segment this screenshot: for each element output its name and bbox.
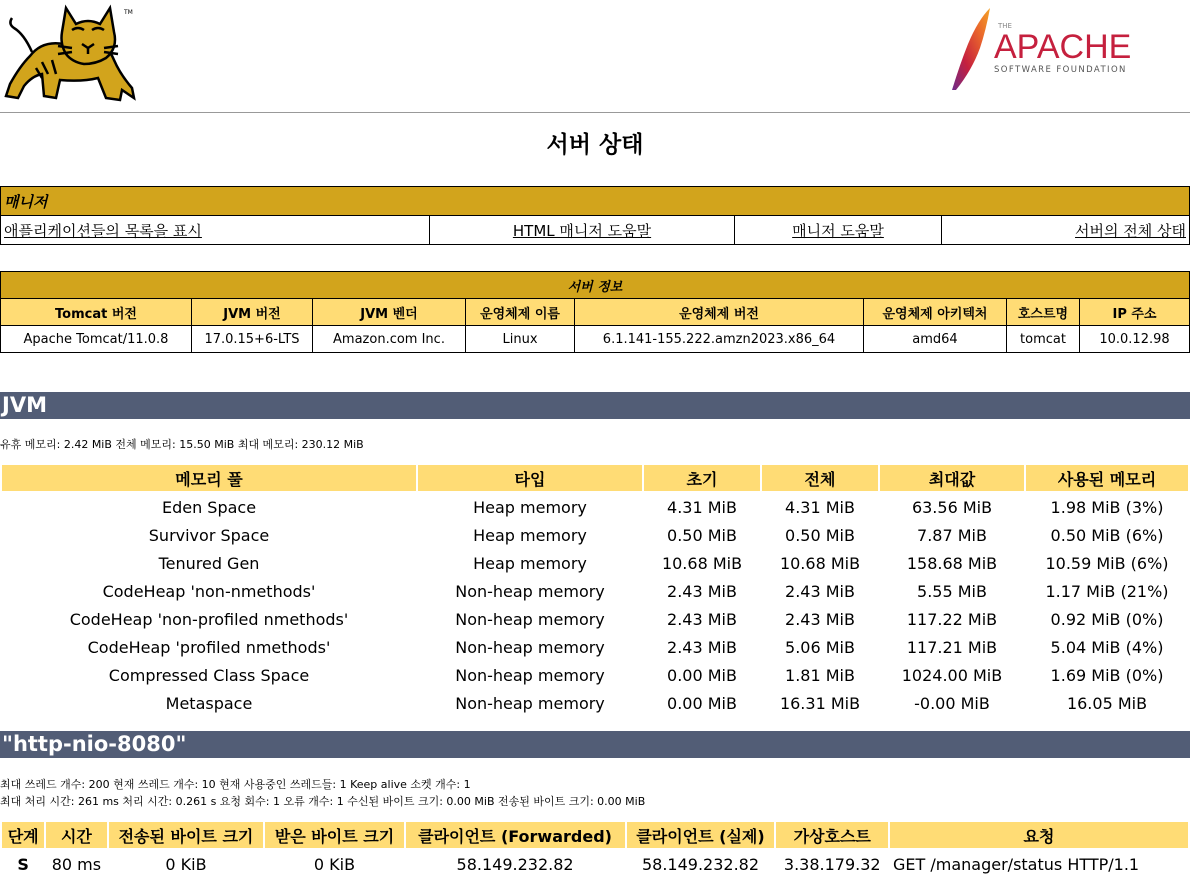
header-vhost: 가상호스트 bbox=[775, 821, 889, 849]
initial-cell: 2.43 MiB bbox=[667, 637, 737, 657]
os-version-value: 6.1.141-155.222.amzn2023.x86_64 bbox=[575, 326, 864, 353]
total-cell: 10.68 MiB bbox=[779, 553, 861, 573]
server-info-table bbox=[0, 271, 1190, 353]
apache-main-text: APACHE bbox=[994, 28, 1132, 66]
total-cell: 2.43 MiB bbox=[785, 609, 855, 629]
table-row bbox=[1, 549, 1189, 577]
connector-section-title: "http-nio-8080" bbox=[0, 731, 1190, 758]
used-memory-cell: 1.98 MiB (3%) bbox=[1050, 497, 1164, 517]
used-memory-cell: 16.05 MiB bbox=[1066, 693, 1148, 713]
header-initial: 초기 bbox=[643, 464, 761, 492]
type-cell: Non-heap memory bbox=[455, 581, 605, 601]
bytes-received-value: 0 KiB bbox=[313, 854, 356, 874]
tomcat-version-value: Apache Tomcat/11.0.8 bbox=[1, 326, 192, 353]
initial-cell: 0.00 MiB bbox=[667, 693, 737, 713]
header-bytes-received: 받은 바이트 크기 bbox=[264, 821, 404, 849]
jvm-vendor-value: Amazon.com Inc. bbox=[313, 326, 466, 353]
maximum-cell: -0.00 MiB bbox=[914, 693, 990, 713]
total-cell: 5.06 MiB bbox=[785, 637, 855, 657]
connector-thread-summary: 최대 쓰레드 개수: 200 현재 쓰레드 개수: 10 현재 사용중인 쓰레드들: 1 Keep alive 소켓 개수: 1 bbox=[0, 778, 471, 791]
header-bytes-sent: 전송된 바이트 크기 bbox=[108, 821, 265, 849]
header-tomcat-version: Tomcat 버전 bbox=[1, 299, 192, 326]
header-jvm-version: JVM 버전 bbox=[192, 299, 313, 326]
initial-cell: 2.43 MiB bbox=[667, 609, 737, 629]
manager-table bbox=[0, 186, 1190, 245]
maximum-cell: 1024.00 MiB bbox=[901, 665, 1003, 685]
manager-cell-html-help bbox=[430, 216, 735, 245]
initial-cell: 0.50 MiB bbox=[667, 525, 737, 545]
initial-cell: 0.00 MiB bbox=[667, 665, 737, 685]
type-cell: Non-heap memory bbox=[455, 693, 605, 713]
header-type: 타입 bbox=[417, 464, 643, 492]
header-time: 시간 bbox=[45, 821, 107, 849]
used-memory-cell: 10.59 MiB (6%) bbox=[1045, 553, 1169, 573]
memory-pool-cell: CodeHeap 'non-profiled nmethods' bbox=[69, 609, 349, 629]
total-cell: 1.81 MiB bbox=[785, 665, 855, 685]
os-name-value: Linux bbox=[466, 326, 575, 353]
page-header bbox=[0, 0, 1201, 112]
feather-icon bbox=[952, 8, 990, 90]
header-stage: 단계 bbox=[1, 821, 45, 849]
type-cell: Non-heap memory bbox=[455, 665, 605, 685]
maximum-cell: 117.22 MiB bbox=[906, 609, 998, 629]
trademark-label: TM bbox=[124, 9, 133, 16]
header-ip-address: IP 주소 bbox=[1080, 299, 1190, 326]
memory-pool-table bbox=[0, 463, 1190, 717]
memory-pool-cell: Tenured Gen bbox=[158, 553, 260, 573]
header-used-memory: 사용된 메모리 bbox=[1025, 464, 1189, 492]
memory-pool-cell: Metaspace bbox=[165, 693, 253, 713]
connector-request-summary: 최대 처리 시간: 261 ms 처리 시간: 0.261 s 요청 회수: 1 오류 개수: 1 수신된 바이트 크기: 0.00 MiB 전송된 바이트 크기: 0.00 MiB bbox=[0, 795, 646, 808]
table-row bbox=[1, 492, 1189, 521]
hostname-value: tomcat bbox=[1007, 326, 1080, 353]
table-row bbox=[1, 661, 1189, 689]
apache-sub-text: SOFTWARE FOUNDATION bbox=[994, 65, 1127, 75]
used-memory-cell: 0.92 MiB (0%) bbox=[1050, 609, 1164, 629]
tomcat-logo[interactable] bbox=[2, 4, 136, 102]
type-cell: Heap memory bbox=[473, 553, 587, 573]
server-info-heading: 서버 정보 bbox=[1, 272, 1190, 299]
initial-cell: 2.43 MiB bbox=[667, 581, 737, 601]
table-row bbox=[1, 689, 1189, 717]
manager-help-link[interactable]: 매니저 도움말 bbox=[792, 221, 884, 240]
manager-cell-help bbox=[735, 216, 942, 245]
bytes-sent-value: 0 KiB bbox=[165, 854, 207, 874]
used-memory-cell: 1.17 MiB (21%) bbox=[1045, 581, 1169, 601]
header-client-actual: 클라이언트 (실제) bbox=[626, 821, 776, 849]
maximum-cell: 7.87 MiB bbox=[917, 525, 987, 545]
table-row bbox=[1, 577, 1189, 605]
client-actual-value: 58.149.232.82 bbox=[641, 854, 760, 874]
memory-pool-cell: Eden Space bbox=[161, 497, 257, 517]
header-client-forwarded: 클라이언트 (Forwarded) bbox=[405, 821, 626, 849]
header-memory-pool: 메모리 풀 bbox=[1, 464, 417, 492]
header-os-arch: 운영체제 아키텍처 bbox=[864, 299, 1007, 326]
jvm-version-value: 17.0.15+6-LTS bbox=[192, 326, 313, 353]
maximum-cell: 158.68 MiB bbox=[906, 553, 998, 573]
header-request: 요청 bbox=[889, 821, 1189, 849]
jvm-section-title: JVM bbox=[0, 392, 1190, 419]
vhost-value: 3.38.179.32 bbox=[783, 854, 881, 874]
header-total: 전체 bbox=[761, 464, 879, 492]
type-cell: Heap memory bbox=[473, 497, 587, 517]
thread-table bbox=[0, 820, 1190, 878]
header-hostname: 호스트명 bbox=[1007, 299, 1080, 326]
header-os-name: 운영체제 이름 bbox=[466, 299, 575, 326]
page-title: 서버 상태 bbox=[546, 132, 644, 158]
client-forwarded-value: 58.149.232.82 bbox=[456, 854, 574, 874]
request-value: GET /manager/status HTTP/1.1 bbox=[893, 854, 1140, 874]
os-arch-value: amd64 bbox=[864, 326, 1007, 353]
header-divider bbox=[0, 112, 1190, 113]
list-applications-link[interactable]: 애플리케이션들의 목록을 표시 bbox=[4, 221, 202, 240]
table-row bbox=[1, 326, 1190, 353]
header-os-version: 운영체제 버전 bbox=[575, 299, 864, 326]
memory-pool-cell: CodeHeap 'profiled nmethods' bbox=[87, 637, 331, 657]
manager-cell-list bbox=[1, 216, 430, 245]
table-row bbox=[1, 521, 1189, 549]
type-cell: Non-heap memory bbox=[455, 637, 605, 657]
used-memory-cell: 1.69 MiB (0%) bbox=[1050, 665, 1164, 685]
initial-cell: 10.68 MiB bbox=[661, 553, 743, 573]
total-cell: 0.50 MiB bbox=[785, 525, 855, 545]
complete-server-status-link[interactable]: 서버의 전체 상태 bbox=[1075, 221, 1186, 240]
initial-cell: 4.31 MiB bbox=[667, 497, 737, 517]
maximum-cell: 63.56 MiB bbox=[911, 497, 993, 517]
type-cell: Heap memory bbox=[473, 525, 587, 545]
total-cell: 16.31 MiB bbox=[779, 693, 861, 713]
used-memory-cell: 5.04 MiB (4%) bbox=[1050, 637, 1164, 657]
manager-cell-complete bbox=[942, 216, 1190, 245]
maximum-cell: 5.55 MiB bbox=[917, 581, 987, 601]
table-row bbox=[1, 605, 1189, 633]
table-row bbox=[1, 633, 1189, 661]
html-manager-help-link[interactable]: HTML 매니저 도움말 bbox=[512, 221, 652, 240]
ip-address-value: 10.0.12.98 bbox=[1080, 326, 1190, 353]
total-cell: 2.43 MiB bbox=[785, 581, 855, 601]
apache-logo[interactable] bbox=[946, 4, 1158, 94]
manager-heading: 매니저 bbox=[1, 187, 1190, 216]
header-jvm-vendor: JVM 벤더 bbox=[313, 299, 466, 326]
total-cell: 4.31 MiB bbox=[785, 497, 855, 517]
used-memory-cell: 0.50 MiB (6%) bbox=[1050, 525, 1164, 545]
maximum-cell: 117.21 MiB bbox=[906, 637, 998, 657]
jvm-memory-summary: 유휴 메모리: 2.42 MiB 전체 메모리: 15.50 MiB 최대 메모리: 230.12 MiB bbox=[0, 438, 364, 451]
type-cell: Non-heap memory bbox=[455, 609, 605, 629]
memory-pool-cell: Compressed Class Space bbox=[108, 665, 310, 685]
table-row bbox=[1, 849, 1189, 878]
header-maximum: 최대값 bbox=[879, 464, 1025, 492]
time-value: 80 ms bbox=[51, 854, 102, 874]
apache-small-text: THE bbox=[998, 22, 1012, 30]
stage-value: S bbox=[17, 854, 29, 874]
memory-pool-cell: CodeHeap 'non-nmethods' bbox=[102, 581, 316, 601]
memory-pool-cell: Survivor Space bbox=[148, 525, 270, 545]
